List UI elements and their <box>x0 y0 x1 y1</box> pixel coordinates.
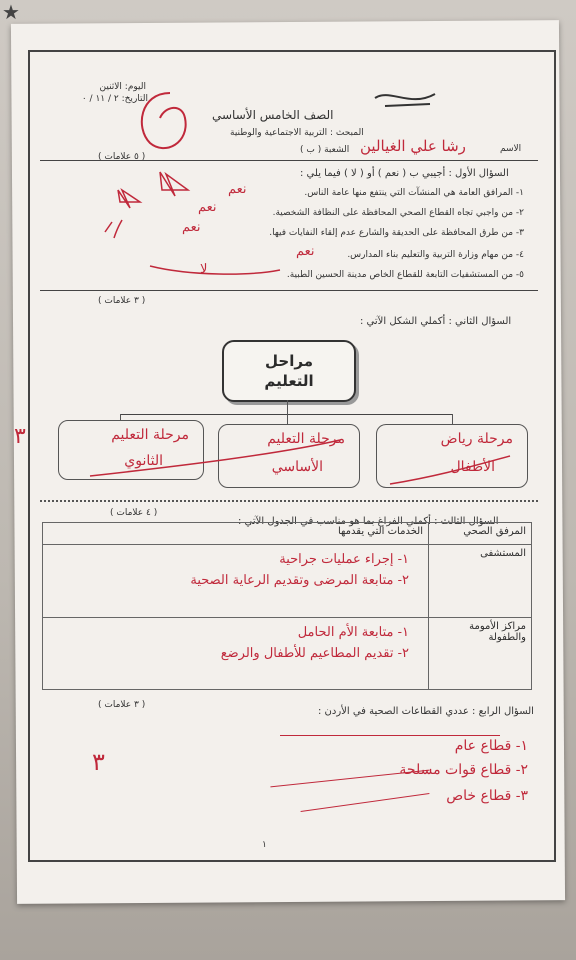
q1-divider <box>40 290 538 291</box>
q2-title: السؤال الثاني : أكملي الشكل الآتي : <box>360 316 512 327</box>
q2-divider <box>40 500 538 502</box>
stage-basic-top: مرحلة التعليم <box>267 431 345 447</box>
star-icon: ★ <box>2 0 20 24</box>
page-number: ١ <box>262 840 267 850</box>
subject-label: المبحث : التربية الاجتماعية والوطنية <box>230 128 364 138</box>
q4-answer-3: ٣- قطاع خاص <box>446 788 528 804</box>
facility-cell: المستشفى <box>429 545 532 618</box>
services-table <box>42 522 532 690</box>
q3-title: السؤال الثالث : أكملي الفراغ بما هو مناسب في الجدول الآتي : <box>238 516 499 527</box>
q1-answer-5: لا <box>200 262 208 277</box>
red-scribble-icon <box>130 88 200 158</box>
tree-trunk <box>287 400 288 414</box>
stage-secondary-bottom: الثانوي <box>124 453 163 469</box>
q2-score: ٣ <box>14 424 26 449</box>
service-row1-item1: ١- إجراء عمليات جراحية <box>279 552 409 567</box>
q3-marks: ( ٤ علامات ) <box>110 508 158 518</box>
q1-answer-3: نعم <box>182 220 201 235</box>
services-table-header <box>43 523 532 545</box>
q1-answer-4: نعم <box>296 244 315 259</box>
q4-score: ٣ <box>92 748 105 776</box>
q4-marks: ( ٣ علامات ) <box>98 700 146 710</box>
q1-title: السؤال الأول : أجيبي ب ( نعم ) أو ( لا ) فيما يلي : <box>300 168 509 179</box>
q1-marks: ( ٥ علامات ) <box>98 152 146 162</box>
date-label: التاريخ: ٢ / ١١ / ٠ <box>81 94 148 104</box>
stages-title-line1: مراحل <box>265 352 313 370</box>
grade-title: الصف الخامس الأساسي <box>212 108 334 122</box>
service-row1-item2: ٢- متابعة المرضى وتقديم الرعاية الصحية <box>190 573 409 588</box>
stage-secondary-top: مرحلة التعليم <box>111 427 189 443</box>
q2-marks: ( ٣ علامات ) <box>98 296 146 306</box>
section-label: الشعبة ( ب ) <box>300 145 350 155</box>
service-row2-item1: ١- متابعة الأم الحامل <box>297 624 409 640</box>
q1-item-2: ٢- من واجبي تجاه القطاع الصحي المحافظة على النظافة الشخصية. <box>272 208 524 218</box>
table-row <box>43 617 532 690</box>
signature-icon <box>370 86 440 112</box>
name-label: الاسم <box>500 144 522 154</box>
col-facility-header: المرفق الصحي <box>429 523 532 545</box>
stage-kindergarten-top: مرحلة رياض <box>440 431 513 447</box>
red-marks-icon <box>100 160 220 280</box>
table-row <box>43 545 532 618</box>
q4-title: السؤال الرابع : عددي القطاعات الصحية في الأردن : <box>318 706 534 717</box>
col-services-header: الخدمات التي يقدمها <box>43 523 429 545</box>
q1-item-4: ٤- من مهام وزارة التربية والتعليم بناء المدارس. <box>347 250 524 260</box>
stages-title-box <box>222 340 356 402</box>
q1-item-5: ٥- من المستشفيات التابعة للقطاع الخاص مدينة الحسين الطبية. <box>286 270 524 280</box>
q1-item-3: ٣- من طرق المحافظة على الحديقة والشارع عدم إلقاء النفايات فيها. <box>269 228 524 238</box>
stages-title-line2: التعليم <box>264 372 314 390</box>
q1-answer-1: نعم <box>228 182 247 197</box>
q1-answer-2: نعم <box>198 200 217 215</box>
day-label: اليوم: الاثنين <box>99 82 146 92</box>
stage-basic-bottom: الأساسي <box>271 459 323 475</box>
tree-branch <box>120 414 452 415</box>
q1-item-1: ١- المرافق العامة هي المنشآت التي ينتفع منها عامة الناس. <box>304 188 524 198</box>
service-row2-item2: ٢- تقديم المطاعيم للأطفال والرضع <box>220 645 409 661</box>
student-name: رشا علي الغيالين <box>360 137 466 155</box>
stage-kindergarten-bottom: الأطفال <box>450 459 495 475</box>
q4-answer-1: ١- قطاع عام <box>454 738 528 754</box>
q4-answer-2: ٢- قطاع قوات مسلحة <box>399 762 528 778</box>
red-strike-icon <box>80 430 520 490</box>
red-check-line <box>280 735 500 736</box>
facility-cell: مراكز الأمومة والطفولة <box>429 617 532 690</box>
